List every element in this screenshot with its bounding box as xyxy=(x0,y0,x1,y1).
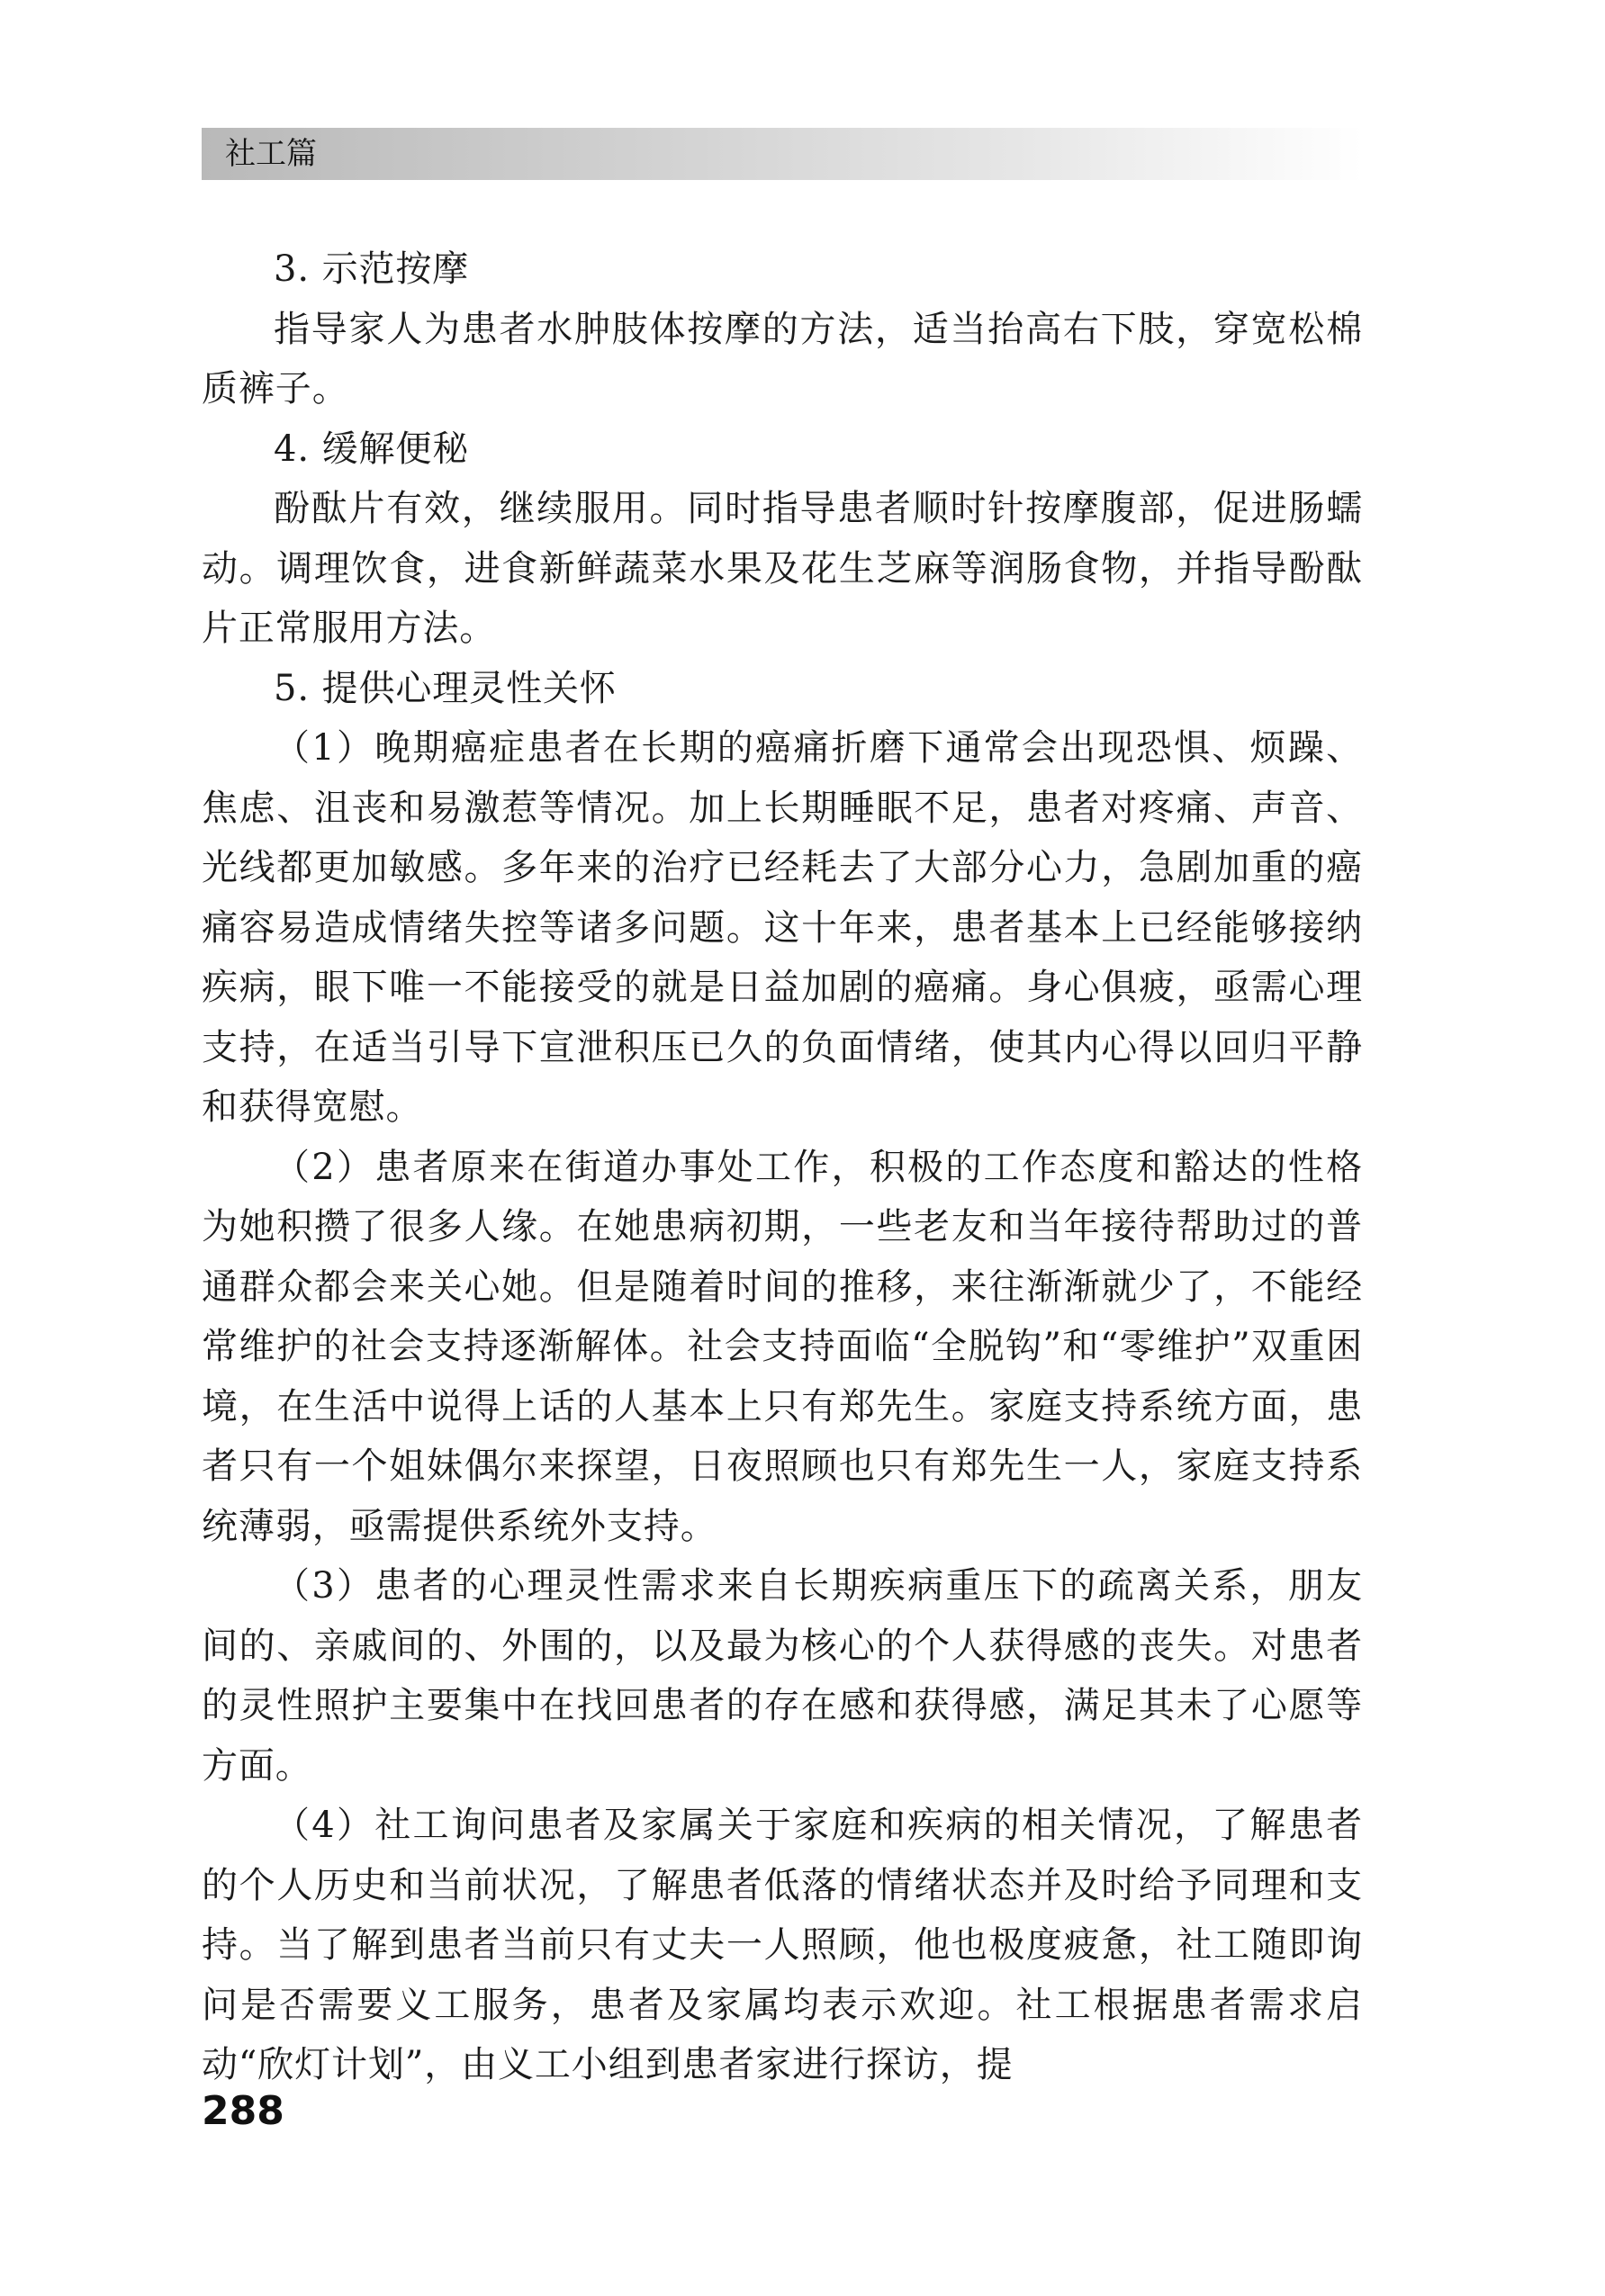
page-number: 288 xyxy=(202,2088,284,2134)
paragraph-care-point-2: （2）患者原来在街道办事处工作，积极的工作态度和豁达的性格为她积攒了很多人缘。在她患病初期，一些老友和当年接待帮助过的普通群众都会来关心她。但是随着时间的推移，来往渐渐就少了，不能经常维护的社会支持逐渐解体。社会支持面临“全脱钩”和“零维护”双重困境，在生活中说得上话的人基本上只有郑先生。家庭支持系统方面，患者只有一个姐妹偶尔来探望，日夜照顾也只有郑先生一人，家庭支持系统薄弱，亟需提供系统外支持。 xyxy=(202,1146,1363,1547)
running-header-band xyxy=(202,128,1363,180)
body-text xyxy=(202,239,1363,2095)
paragraph-care-point-4: （4）社工询问患者及家属关于家庭和疾病的相关情况，了解患者的个人历史和当前状况，了解患者低落的情绪状态并及时给予同理和支持。当了解到患者当前只有丈夫一人照顾，他也极度疲惫，社工随即询问是否需要义工服务，患者及家属均表示欢迎。社工根据患者需求启动“欣灯计划”，由义工小组到患者家进行探访，提 xyxy=(202,1805,1363,2085)
paragraph-care-point-3: （3）患者的心理灵性需求来自长期疾病重压下的疏离关系，朋友间的、亲戚间的、外围的，以及最为核心的个人获得感的丧失。对患者的灵性照护主要集中在找回患者的存在感和获得感，满足其未了心愿等方面。 xyxy=(202,1565,1363,1787)
paragraph-care-point-1: （1）晚期癌症患者在长期的癌痛折磨下通常会出现恐惧、烦躁、焦虑、沮丧和易激惹等情况。加上长期睡眠不足，患者对疼痛、声音、光线都更加敏感。多年来的治疗已经耗去了大部分心力，急剧加重的癌痛容易造成情绪失控等诸多问题。这十年来，患者基本上已经能够接纳疾病，眼下唯一不能接受的就是日益加剧的癌痛。身心俱疲，亟需心理支持，在适当引导下宣泄积压已久的负面情绪，使其内心得以回归平静和获得宽慰。 xyxy=(202,727,1363,1128)
running-header-section: 社工篇 xyxy=(225,136,317,172)
paragraph-constipation-care: 酚酞片有效，继续服用。同时指导患者顺时针按摩腹部，促进肠蠕动。调理饮食，进食新鲜蔬菜水果及花生芝麻等润肠食物，并指导酚酞片正常服用方法。 xyxy=(202,488,1363,649)
heading-demonstrate-massage: 3. 示范按摩 xyxy=(274,248,470,290)
heading-relieve-constipation: 4. 缓解便秘 xyxy=(274,428,470,470)
heading-psychological-spiritual-care: 5. 提供心理灵性关怀 xyxy=(274,667,617,709)
paragraph-massage-guidance: 指导家人为患者水肿肢体按摩的方法，适当抬高右下肢，穿宽松棉质裤子。 xyxy=(202,308,1363,410)
